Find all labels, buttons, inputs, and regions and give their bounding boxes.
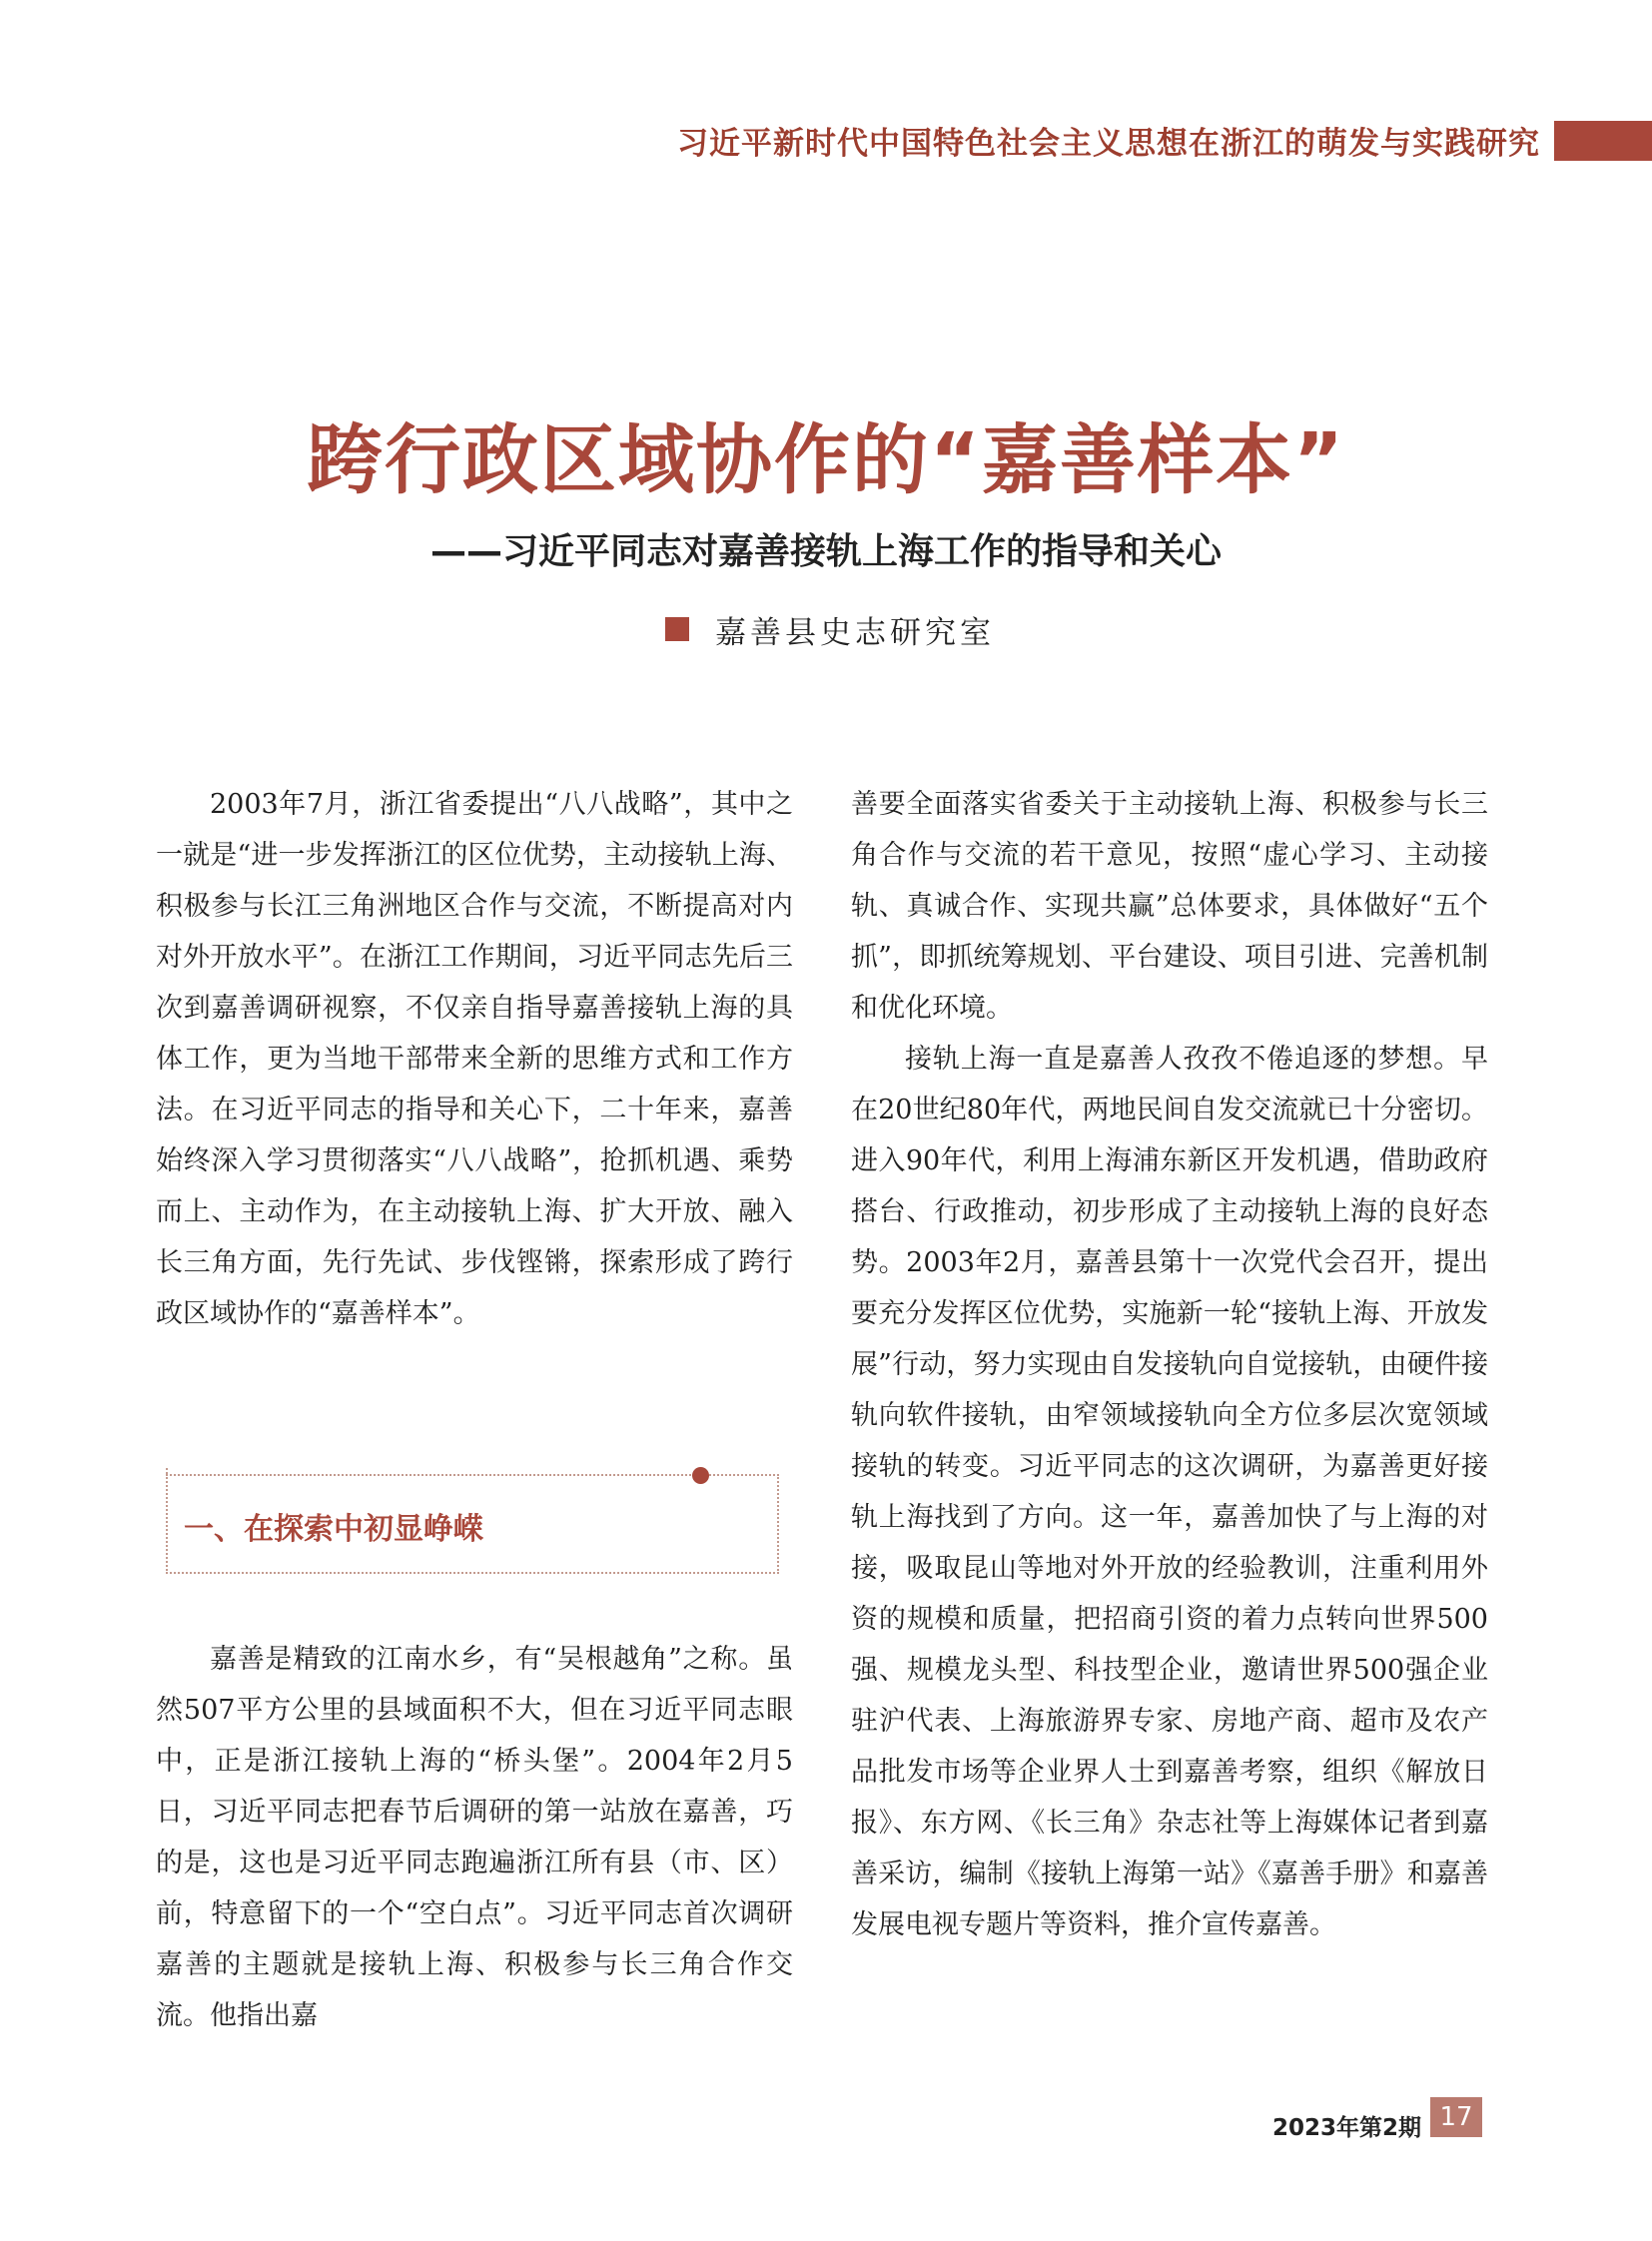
right-column bbox=[851, 779, 1488, 1950]
section1-paragraph-1-end: 善要全面落实省委关于主动接轨上海、积极参与长三角合作与交流的若干意见，按照“虚心学习、主动接轨、真诚合作、实现共赢”总体要求，具体做好“五个抓”，即抓统筹规划、平台建设、项目引进、完善机制和优化环境。 bbox=[851, 789, 1488, 1024]
article-subtitle: ——习近平同志对嘉善接轨上海工作的指导和关心 bbox=[429, 531, 1222, 572]
header-accent-bar bbox=[1554, 121, 1652, 161]
running-header-title: 习近平新时代中国特色社会主义思想在浙江的萌发与实践研究 bbox=[677, 126, 1540, 162]
section-heading: 一、在探索中初显峥嵘 bbox=[184, 1512, 483, 1547]
left-column-lower bbox=[156, 1634, 793, 2041]
issue-label: 2023年第2期 bbox=[1272, 2115, 1422, 2141]
author-square-icon bbox=[665, 617, 689, 641]
section1-paragraph-2: 接轨上海一直是嘉善人孜孜不倦追逐的梦想。早在20世纪80年代，两地民间自发交流就已十分密切。进入90年代，利用上海浦东新区开发机遇，借助政府搭台、行政推动，初步形成了主动接轨上海的良好态势。2003年2月，嘉善县第十一次党代会召开，提出要充分发挥区位优势，实施新一轮“接轨上海、开放发展”行动，努力实现由自发接轨向自觉接轨，由硬件接轨向软件接轨，由窄领域接轨向全方位多层次宽领域接轨的转变。习近平同志的这次调研，为嘉善更好接轨上海找到了方向。这一年，嘉善加快了与上海的对接，吸取昆山等地对外开放的经验教训，注重利用外资的规模和质量，把招商引资的着力点转向世界500强、规模龙头型、科技型企业，邀请世界500强企业驻沪代表、上海旅游界专家、房地产商、超市及农产品批发市场等企业界人士到嘉善考察，组织《解放日报》、东方网、《长三角》杂志社等上海媒体记者到嘉善采访，编制《接轨上海第一站》《嘉善手册》和嘉善发展电视专题片等资料，推介宣传嘉善。 bbox=[851, 1044, 1488, 1940]
intro-column bbox=[156, 779, 793, 1339]
section1-paragraph-1-start: 嘉善是精致的江南水乡，有“吴根越角”之称。虽然507平方公里的县域面积不大，但在习近平同志眼中，正是浙江接轨上海的“桥头堡”。2004年2月5日，习近平同志把春节后调研的第一站放在嘉善，巧的是，这也是习近平同志跑遍浙江所有县（市、区）前，特意留下的一个“空白点”。习近平同志首次调研嘉善的主题就是接轨上海、积极参与长三角合作交流。他指出嘉 bbox=[156, 1644, 793, 2031]
section-dot-icon bbox=[692, 1467, 709, 1484]
article-author: 嘉善县史志研究室 bbox=[715, 615, 995, 651]
intro-paragraph: 2003年7月，浙江省委提出“八八战略”，其中之一就是“进一步发挥浙江的区位优势，主动接轨上海、积极参与长江三角洲地区合作与交流，不断提高对内对外开放水平”。在浙江工作期间，习近平同志先后三次到嘉善调研视察，不仅亲自指导嘉善接轨上海的具体工作，更为当地干部带来全新的思维方式和工作方法。在习近平同志的指导和关心下，二十年来，嘉善始终深入学习贯彻落实“八八战略”，抢抓机遇、乘势而上、主动作为，在主动接轨上海、扩大开放、融入长三角方面，先行先试、步伐铿锵，探索形成了跨行政区域协作的“嘉善样本”。 bbox=[156, 789, 793, 1329]
page-number-badge: 17 bbox=[1430, 2097, 1482, 2137]
article-title: 跨行政区域协作的“嘉善样本” bbox=[307, 415, 1345, 504]
